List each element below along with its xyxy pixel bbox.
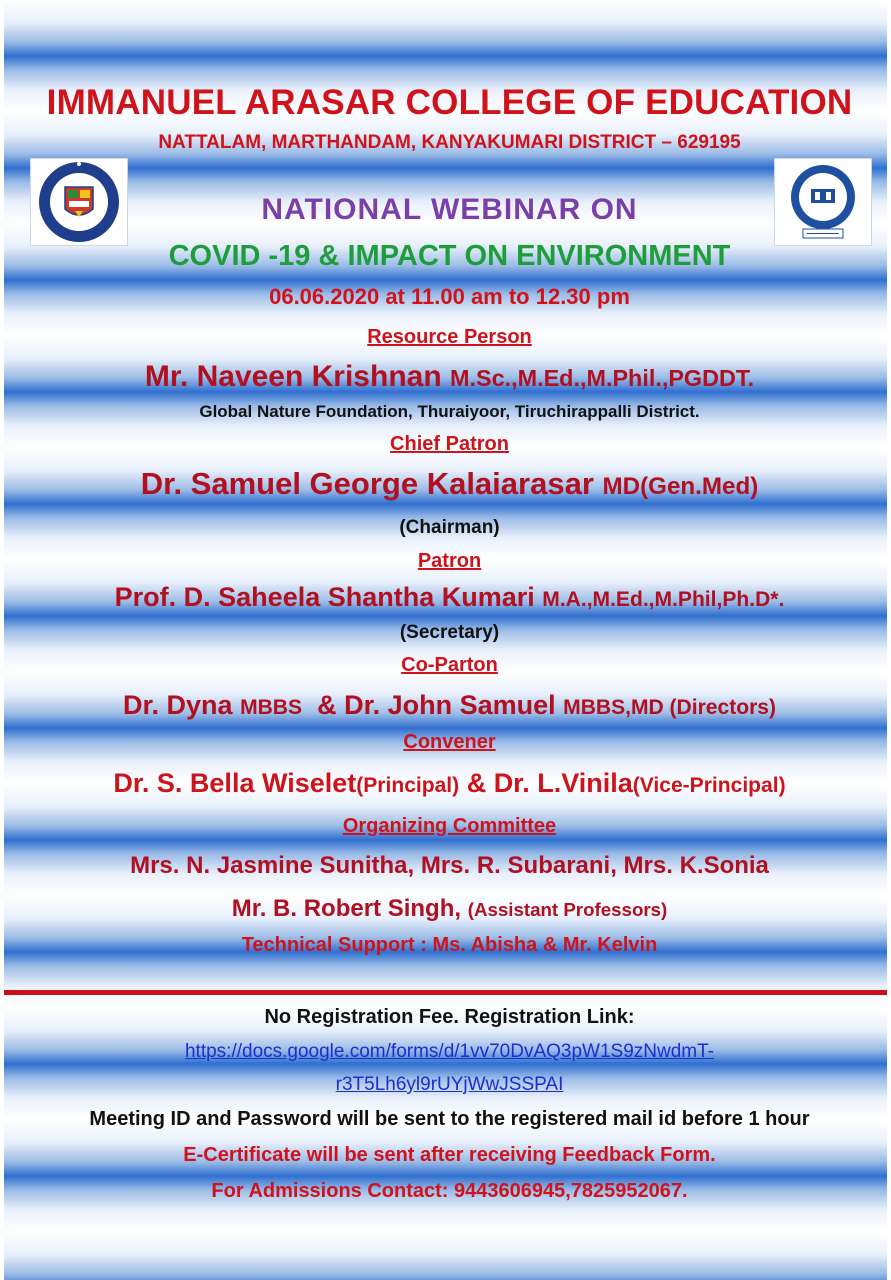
co-patron-qual-2: MBBS,MD (Directors) (563, 696, 776, 719)
registration-link-line-1[interactable] (4, 1041, 891, 1063)
patron-heading-text: Patron (417, 550, 482, 572)
registration-link-part-1[interactable]: https://docs.google.com/forms/d/1vv70DvAQ3pW1S9zNwdmT- (184, 1041, 715, 1062)
patron-line (4, 582, 891, 613)
chief-patron-heading (4, 433, 891, 456)
convener-heading (4, 731, 891, 754)
technical-support: Technical Support : Ms. Abisha & Mr. Kelvin (241, 934, 658, 956)
section-divider (4, 990, 891, 995)
convener-name-1: Dr. S. Bella Wiselet (113, 768, 357, 798)
webinar-label: NATIONAL WEBINAR ON (261, 193, 638, 226)
patron-role: (Secretary) (399, 622, 500, 643)
organizing-committee-heading-text: Organizing Committee (342, 815, 557, 837)
chief-patron-qualifications: MD(Gen.Med) (602, 473, 759, 500)
resource-person-heading (4, 326, 891, 349)
resource-person-qualifications: M.Sc.,M.Ed.,M.Phil.,PGDDT. (450, 365, 755, 391)
registration-link-part-2[interactable]: r3T5Lh6yl9rUYjWwJSSPAI (335, 1074, 564, 1095)
patron-name: Prof. D. Saheela Shantha Kumari (114, 582, 535, 612)
resource-person-line (4, 360, 891, 394)
organizing-committee-members: Mrs. N. Jasmine Sunitha, Mrs. R. Subarani, Mrs. K.Sonia (130, 852, 769, 879)
convener-role-2: (Vice-Principal) (632, 774, 786, 797)
chief-patron-line (4, 466, 891, 502)
convener-heading-text: Convener (403, 731, 496, 753)
meeting-info: Meeting ID and Password will be sent to the registered mail id before 1 hour (89, 1108, 810, 1130)
convener-line (4, 768, 891, 799)
resource-person-organization: Global Nature Foundation, Thuraiyoor, Tiruchirappalli District. (199, 402, 700, 421)
convener-name-2: & Dr. L.Vinila (466, 768, 633, 798)
admissions-contact: For Admissions Contact: 9443606945,7825952067. (211, 1180, 688, 1202)
organizing-committee-heading (4, 815, 891, 838)
organizing-committee-line-2 (4, 895, 891, 923)
resource-person-heading-text: Resource Person (367, 326, 532, 348)
chief-patron-heading-text: Chief Patron (390, 433, 509, 455)
co-patron-qual-1: MBBS (240, 696, 303, 719)
chief-patron-name: Dr. Samuel George Kalaiarasar (140, 466, 594, 501)
organizing-committee-role: (Assistant Professors) (467, 899, 668, 920)
college-title: IMMANUEL ARASAR COLLEGE OF EDUCATION (46, 83, 853, 122)
convener-role-1: (Principal) (356, 774, 460, 797)
chief-patron-role: (Chairman) (399, 517, 500, 538)
organizing-committee-member-last: Mr. B. Robert Singh, (231, 895, 462, 922)
patron-heading (4, 550, 891, 573)
webinar-topic: COVID -19 & IMPACT ON ENVIRONMENT (168, 240, 731, 272)
co-patron-heading (4, 654, 891, 677)
college-address: NATTALAM, MARTHANDAM, KANYAKUMARI DISTRICT – 629195 (158, 132, 741, 153)
resource-person-name: Mr. Naveen Krishnan (144, 360, 442, 393)
event-datetime: 06.06.2020 at 11.00 am to 12.30 pm (269, 284, 630, 309)
co-patron-heading-text: Co-Parton (401, 654, 498, 676)
co-patron-line (4, 690, 891, 721)
co-patron-name-1: Dr. Dyna (123, 690, 233, 720)
registration-link-line-2[interactable] (4, 1074, 891, 1096)
registration-fee-text: No Registration Fee. Registration Link: (264, 1006, 635, 1028)
certificate-info: E-Certificate will be sent after receiving Feedback Form. (183, 1144, 716, 1166)
patron-qualifications: M.A.,M.Ed.,M.Phil,Ph.D*. (542, 588, 785, 611)
co-patron-name-2: & Dr. John Samuel (317, 690, 556, 720)
